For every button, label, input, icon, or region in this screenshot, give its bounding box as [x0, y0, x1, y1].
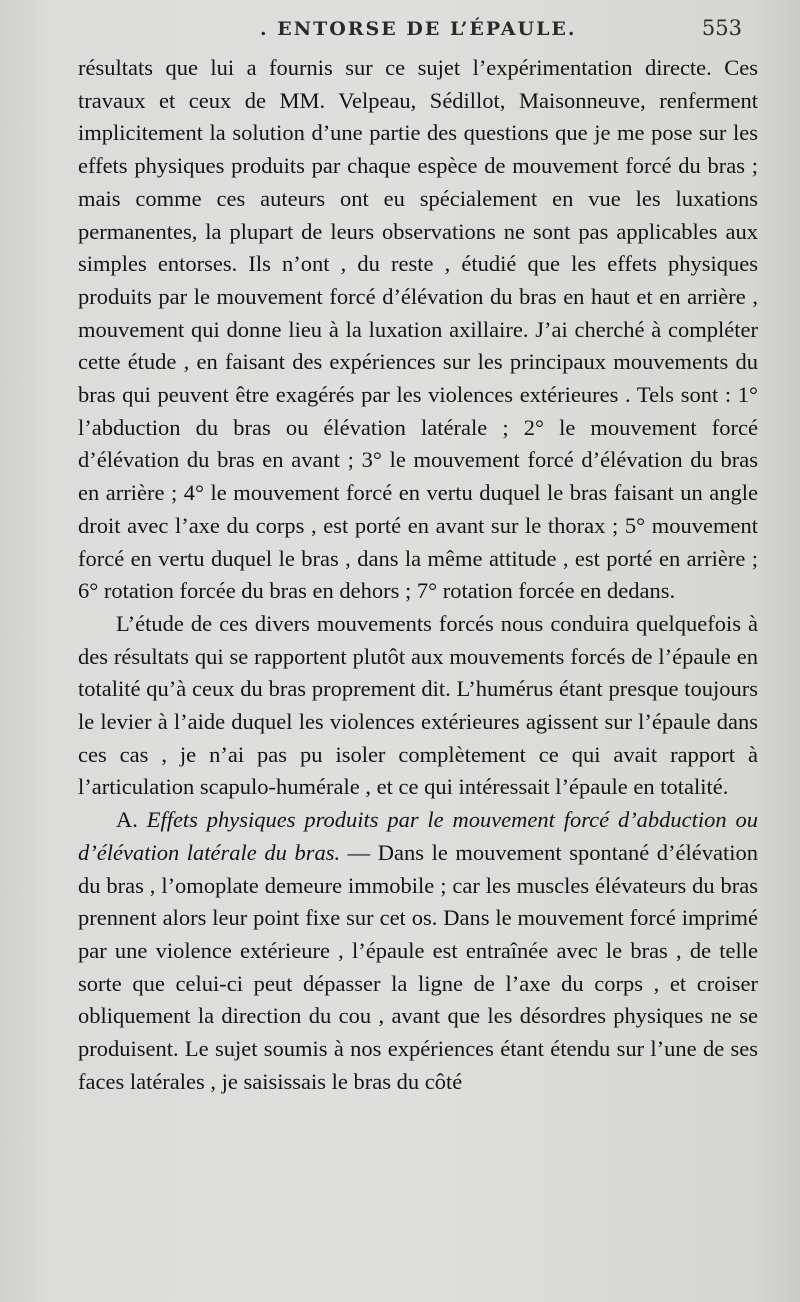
page-header: [0, 18, 800, 46]
section-a-paragraph: [78, 804, 758, 1098]
paragraph-1: résultats que lui a fournis sur ce sujet l’expérimentation directe. Ces travaux et ceux de MM. Velpeau, Sédillot, Maisonneuve, renferment implicitement la solution d’une partie des questions que je me pose sur les effets physiques produits par chaque espèce de mouvement forcé du bras ; mais comme ces auteurs ont eu spécialement en vue les luxations permanentes, la plupart de leurs observations ne sont pas applicables aux simples entorses. Ils n’ont , du reste , étudié que les effets physiques produits par le mouvement forcé d’élévation du bras en haut et en arrière , mouvement qui donne lieu à la luxation axillaire. J’ai cherché à compléter cette étude , en faisant des expériences sur les principaux mouvements du bras qui peuvent être exagérés par les violences extérieures . Tels sont : 1° l’abduction du bras ou élévation latérale ; 2° le mouvement forcé d’élévation du bras en avant ; 3° le mouvement forcé d’élévation du bras en arrière ; 4° le mouvement forcé en vertu duquel le bras faisant un angle droit avec l’axe du corps , est porté en avant sur le thorax ; 5° mouvement forcé en vertu duquel le bras , dans la même attitude , est porté en arrière ; 6° rotation forcée du bras en dehors ; 7° rotation forcée en dedans.: [78, 55, 758, 604]
section-title: Effets physiques produits par le mouvement forcé d’abduction ou d’élévation latérale du bras.: [78, 807, 758, 865]
body-text: [78, 52, 758, 1099]
section-text: — Dans le mouvement spontané d’élévation du bras , l’omoplate demeure immobile ; car les muscles élévateurs du bras prennent alors leur point fixe sur cet os. Dans le mouvement forcé imprimé par une violence extérieure , l’épaule est entraînée avec le bras , de telle sorte que celui-ci peut dépasser la ligne de l’axe du corps , et croiser obliquement la direction du cou , avant que les désordres physiques ne se produisent. Le sujet soumis à nos expériences étant étendu sur l’une de ses faces latérales , je saisissais le bras du côté: [78, 839, 758, 1094]
paragraph-2: L’étude de ces divers mouvements forcés nous conduira quelquefois à des résultats qui se rapportent plutôt aux mouvements forcés de l’épaule en totalité qu’à ceux du bras proprement dit. L’humérus étant presque toujours le levier à l’aide duquel les violences extérieures agissent sur l’épaule dans ces cas , je n’ai pas pu isoler complètement ce qui avait rapport à l’articulation scapulo-humérale , et ce qui intéressait l’épaule en totalité.: [78, 610, 758, 800]
page-number: 553: [701, 16, 742, 40]
running-title: . ENTORSE DE L’ÉPAULE.: [260, 18, 577, 40]
section-label: A.: [116, 807, 138, 833]
